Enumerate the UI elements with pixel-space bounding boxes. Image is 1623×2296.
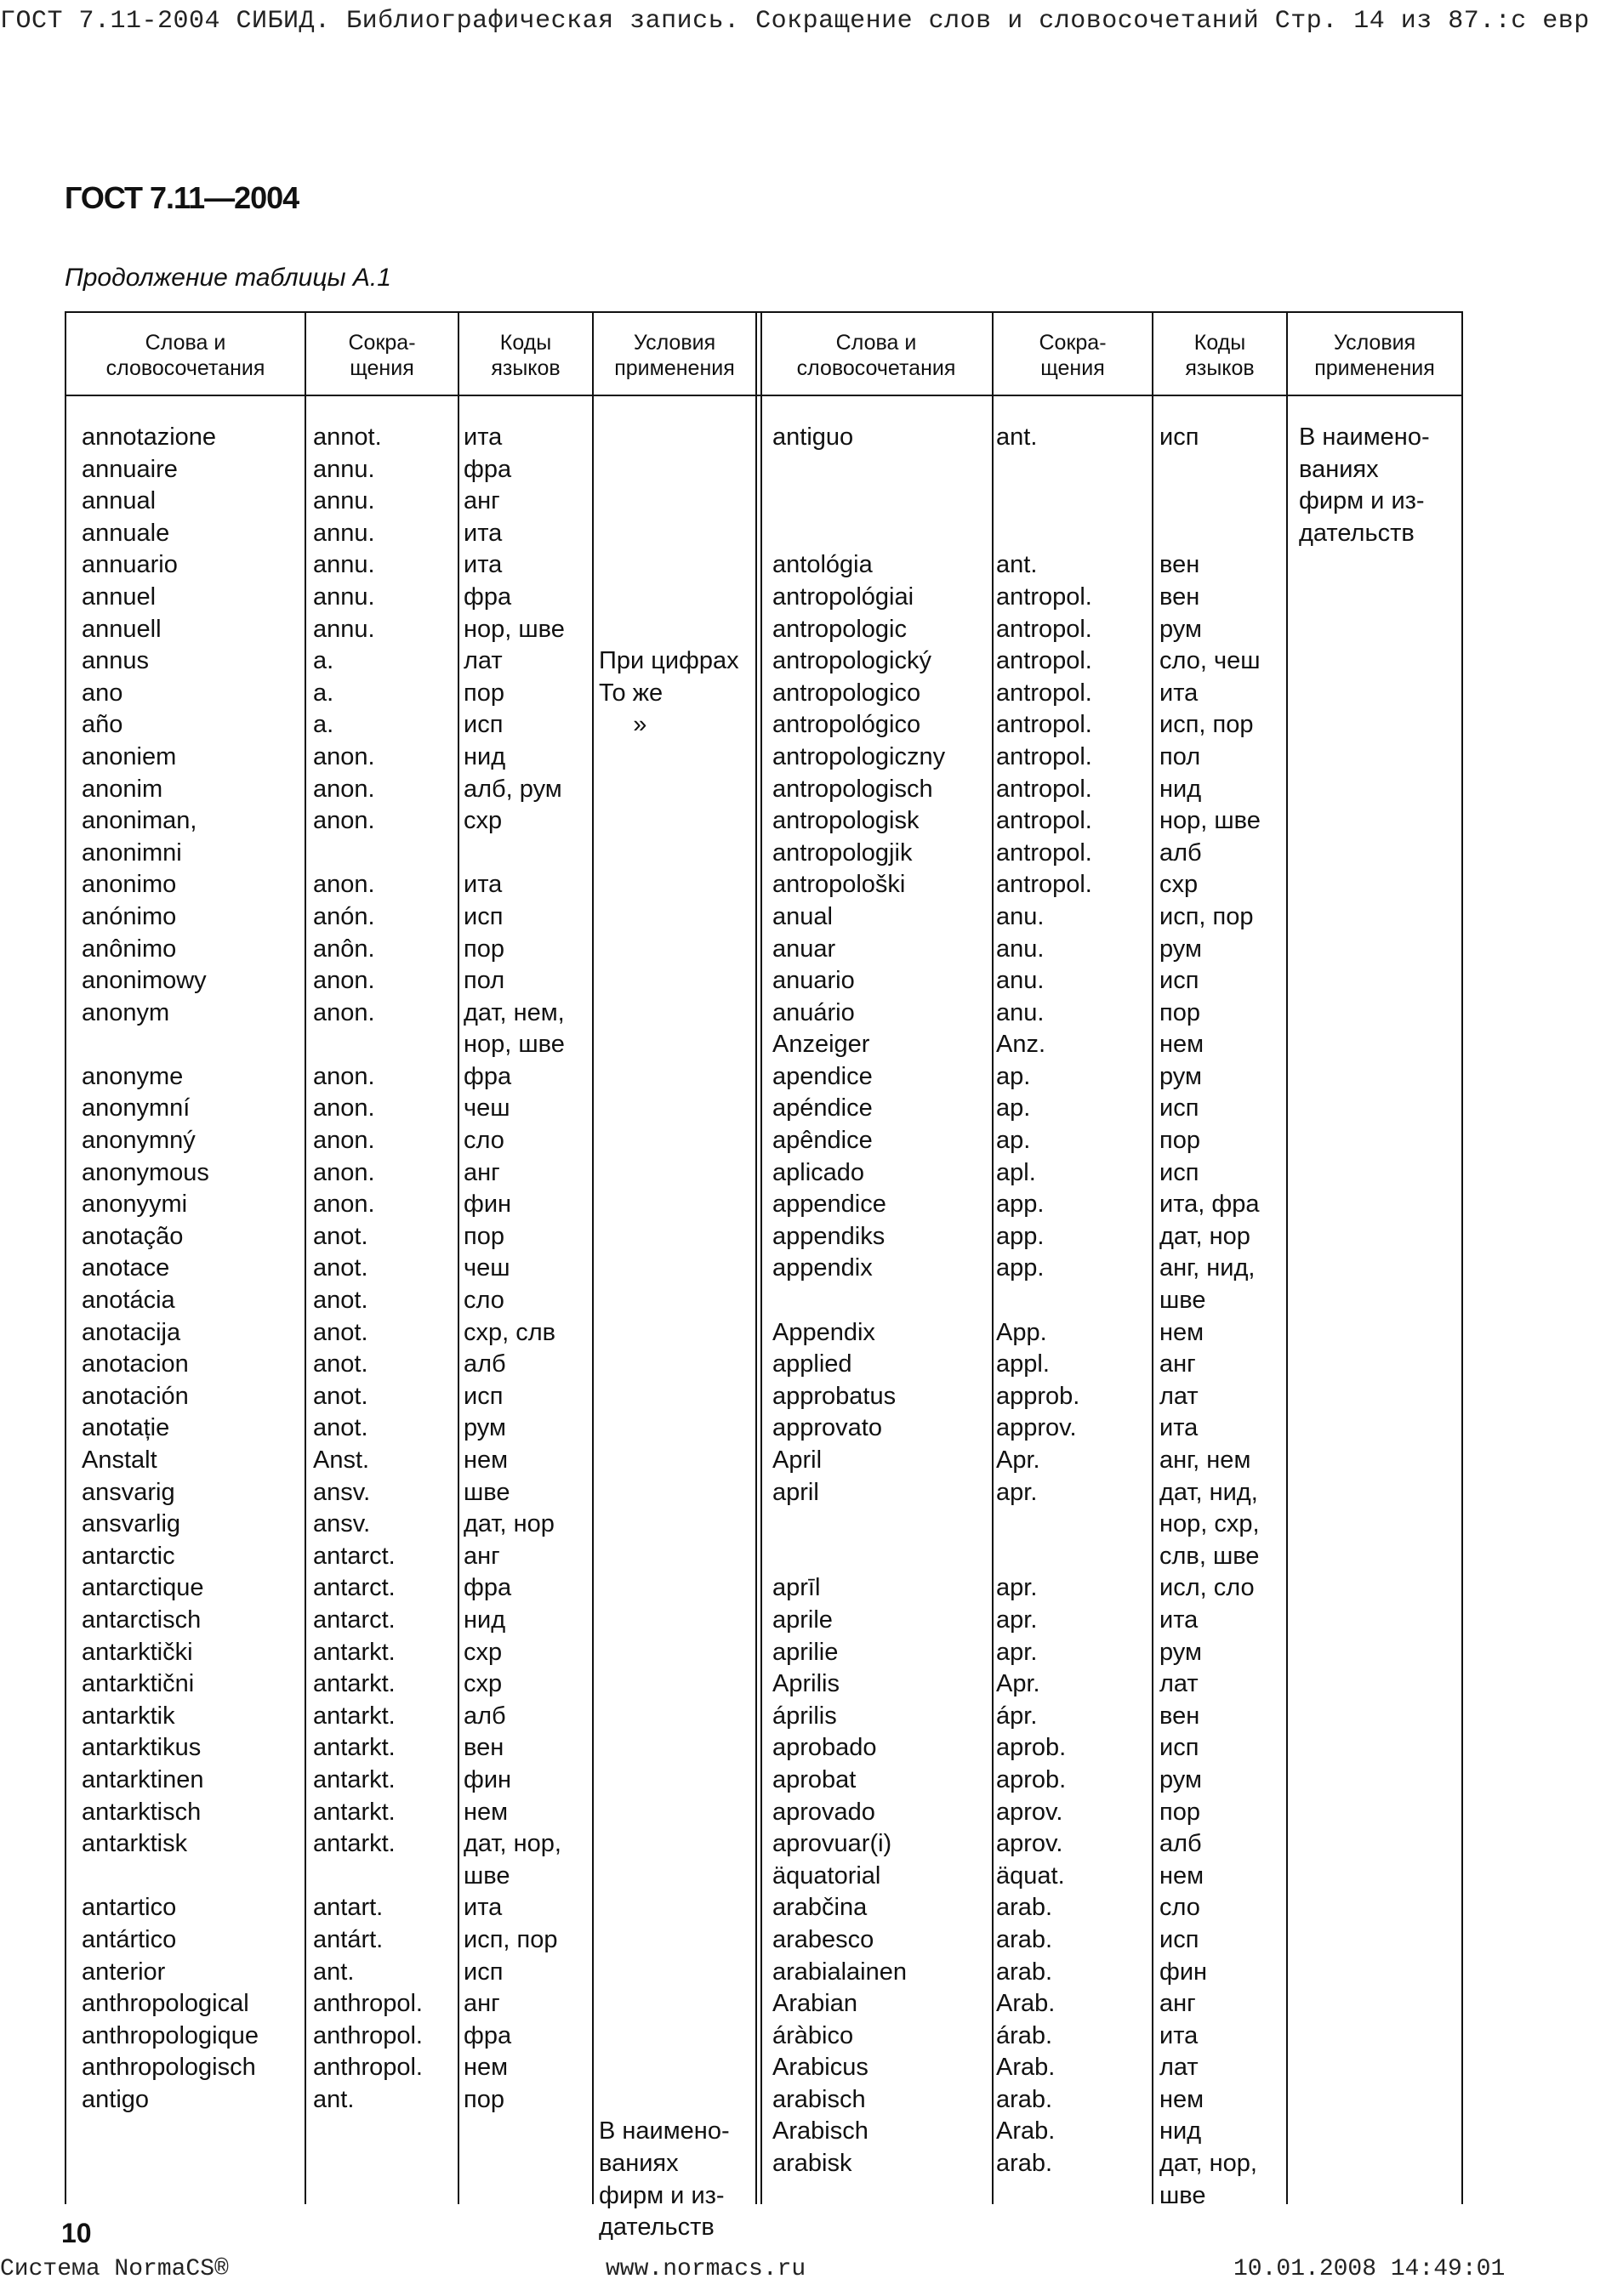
header-codes-left: Коды языков	[491, 331, 561, 380]
col-border	[305, 311, 306, 2204]
col-border	[458, 311, 459, 2204]
column-codes-right: исп вен вен рум сло, чеш ита исп, пор пол нид нор, шве алб схр исп, пор рум исп пор нем рум исп пор исп ита, фра дат, нор анг, нид, шве нем анг лат ита анг, нем дат, нид, нор, схр, слв, шве исл, сло ита рум лат вен исп рум пор алб нем сло исп фин анг ита лат нем нид дат, нор, шве	[1159, 423, 1261, 2209]
col-double-border	[755, 311, 762, 2204]
top-bar-title: ГОСТ 7.11-2004 СИБИД. Библиографическая запись. Сокращение слов и словосочетаний Стр. 14 из 87.:с евр	[0, 7, 1590, 36]
document-title: ГОСТ 7.11—2004	[65, 180, 299, 215]
header-conditions-left: Условия применения	[614, 331, 735, 380]
column-abbr-left: annot. annu. annu. annu. annu. annu. annu. a. a. a. anon. anon. anon. anon. anón. anôn. anon. anon. anon. anon. anon. anon. anon. anot. anot. anot. anot. anot. anot. anot. Anst. ansv. ansv. antarct. antarct. antarct. antarkt. antarkt. antarkt. antarkt. antarkt. antarkt. antarkt. antart. antárt. ant. anthropol. anthropol. anthropol. ant.	[313, 423, 423, 2113]
header-codes-right: Коды языков	[1185, 331, 1255, 380]
header-words-left: Слова и словосочетания	[105, 331, 265, 380]
col-border	[1152, 311, 1153, 2204]
footer-url: www.normacs.ru	[606, 2256, 806, 2282]
footer-timestamp: 10.01.2008 14:49:01	[1233, 2256, 1506, 2282]
table-top-border	[65, 311, 1463, 313]
col-border	[1461, 311, 1463, 2204]
col-border	[992, 311, 994, 2204]
column-abbr-right: ant. ant. antropol. antropol. antropol. antropol. antropol. antropol. antropol. antropol. antropol. antropol. anu. anu. anu. anu. Anz. ap. ap. ap. apl. app. app. app. App. appl. approb. approv. Apr. apr. apr. apr. apr. Apr. ápr. aprob. aprob. aprov. aprov. äquat. arab. arab. arab. Arab. árab. Arab. arab. Arab. arab.	[996, 423, 1092, 2178]
col-border	[65, 311, 66, 2204]
table-caption: Продолжение таблицы А.1	[65, 264, 391, 292]
footer-left: Система NormaCS®	[0, 2256, 229, 2282]
header-bottom-border	[65, 395, 1463, 396]
page-number: 10	[61, 2218, 92, 2248]
col-border	[1286, 311, 1288, 2204]
header-abbr-right: Сокра- щения	[1039, 331, 1107, 380]
col-border	[592, 311, 594, 2204]
column-words-left: annotazione annuaire annual annuale annuario annuel annuell annus ano año anoniem anonim anoniman, anonimni anonimo anónimo anônimo anonimowy anonym anonyme anonymní anonymný anonymous anonyymi anotação anotace anotácia anotacija anotacion anotación anotație Anstalt ansvarig ansvarlig antarctic antarctique antarctisch antarktički antarktični antarktik antarktikus antarktinen antarktisch antarktisk antartico antártico anterior anthropological anthropologique anthropologisch antigo	[82, 423, 259, 2113]
header-words-right: Слова и словосочетания	[796, 331, 956, 380]
header-conditions-right: Условия применения	[1314, 331, 1435, 380]
column-conditions-left: При цифрах То же » В наимено- ваниях фирм и из- дательств	[599, 647, 739, 2242]
column-conditions-right: В наимено- ваниях фирм и из- дательств	[1299, 423, 1430, 547]
column-words-right: antiguo antológia antropológiai antropologic antropologický antropologico antropológico antropologiczny antropologisch antropologisk antropologjik antropološki anual anuar anuario anuário Anzeiger apendice apéndice apêndice aplicado appendice appendiks appendix Appendix applied approbatus approvato April april aprīl aprile aprilie Aprilis április aprobado aprobat aprovado aprovuar(i) äquatorial arabčina arabesco arabialainen Arabian áràbico Arabicus arabisch Arabisch arabisk	[772, 423, 946, 2178]
column-codes-left: ита фра анг ита ита фра нор, шве лат пор исп нид алб, рум схр ита исп пор пол дат, нем, нор, шве фра чеш сло анг фин пор чеш сло схр, слв алб исп рум нем шве дат, нор анг фра нид схр схр алб вен фин нем дат, нор, шве ита исп, пор исп анг фра нем пор	[464, 423, 565, 2113]
header-abbr-left: Сокра- щения	[348, 331, 416, 380]
